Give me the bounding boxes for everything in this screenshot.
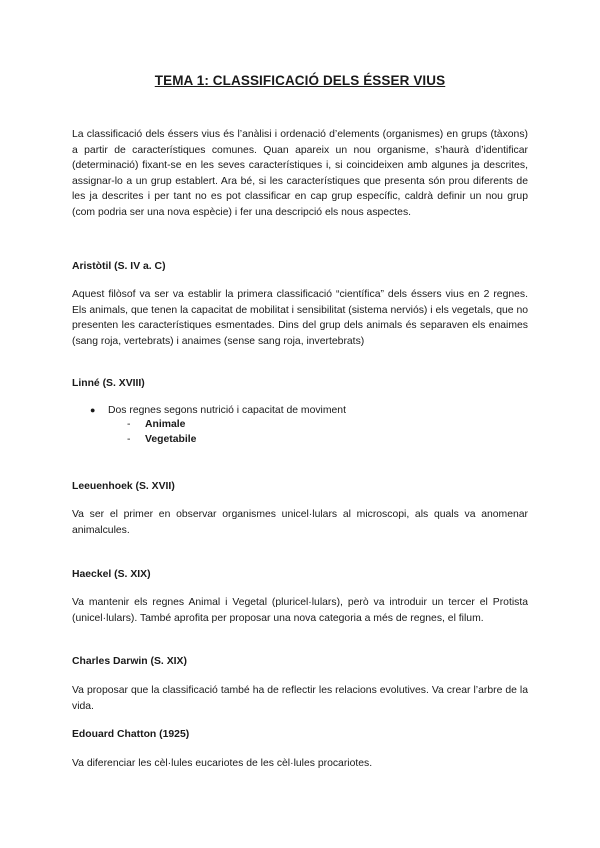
sub-item-label: Animale <box>145 419 186 430</box>
intro-paragraph: La classificació dels éssers vius és l’anàlisi i ordenació d’elements (organismes) en grups (tàxons) a partir de característiques comunes. Quan apareix un nou organisme, s’haurà d’identificar (determinació) fixant-se en les seves característiques i, si coincideixen amb algunes ja descrites, assignar-lo a un grup establert. Ara bé, si les característiques que presenta són prou diferents de les ja descrites i per tant no es pot classificar en cap grup específic, caldrà definir un nou grup (com podria ser una nova espècie) i fer una descripció els nous aspectes. <box>72 129 528 218</box>
dash-icon: - <box>127 419 131 430</box>
section-text-darwin: Va proposar que la classificació també ha de reflectir les relacions evolutives. Va crear l’arbre de la vida. <box>72 685 528 712</box>
sub-item-label: Vegetabile <box>145 434 197 445</box>
section-text-chatton: Va diferenciar les cèl·lules eucariotes de les cèl·lules procariotes. <box>72 758 373 769</box>
sub-item-vegetabile <box>127 434 196 445</box>
section-text-aristotil: Aquest filòsof va ser va establir la primera classificació “científica” dels éssers vius en 2 regnes. Els animals, que tenen la capacitat de mobilitat i sensibilitat (sistema nerviós) i els vegetals, que no presenten les característiques esmentades. Dins del grup dels animals és separaven els enaimes (sang roja, vertebrats) i anaimes (sense sang roja, invertebrats) <box>72 289 528 347</box>
bullet-icon: ● <box>90 405 96 415</box>
bullet-item <box>90 405 346 416</box>
section-heading-leeuwenhoek: Leeuenhoek (S. XVII) <box>72 481 175 492</box>
section-heading-chatton: Edouard Chatton (1925) <box>72 729 190 740</box>
section-heading-aristotil: Aristòtil (S. IV a. C) <box>72 261 166 272</box>
section-heading-linne: Linné (S. XVIII) <box>72 378 145 389</box>
section-text-haeckel: Va mantenir els regnes Animal i Vegetal (pluricel·lulars), però va introduir un tercer el Protista (unicel·lulars). També aprofita per proposar una nova categoria a més de regnes, el filum. <box>72 597 528 624</box>
page-title: TEMA 1: CLASSIFICACIÓ DELS ÉSSER VIUS <box>154 73 446 88</box>
bullet-text: Dos regnes segons nutrició i capacitat de moviment <box>108 405 346 416</box>
section-text-leeuwenhoek: Va ser el primer en observar organismes unicel·lulars al microscopi, als quals va anomenar animalcules. <box>72 509 528 536</box>
sub-item-animale <box>127 419 185 430</box>
section-heading-haeckel: Haeckel (S. XIX) <box>72 569 151 580</box>
dash-icon: - <box>127 434 131 445</box>
section-heading-darwin: Charles Darwin (S. XIX) <box>72 656 187 667</box>
